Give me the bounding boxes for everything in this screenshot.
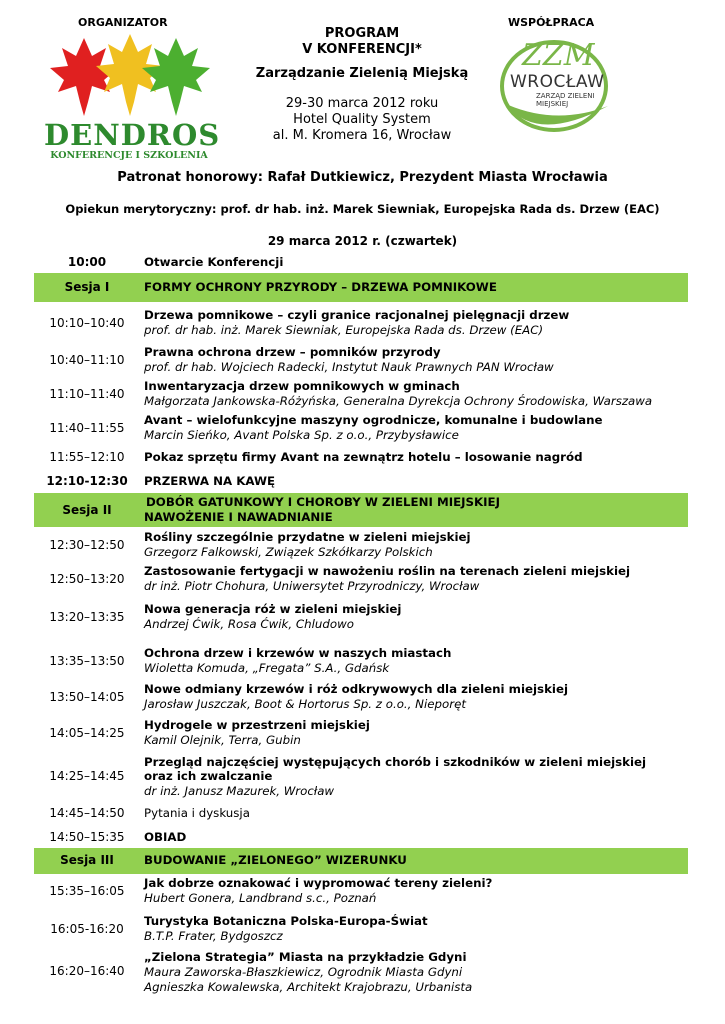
schedule-row bbox=[34, 874, 688, 908]
row-speaker: Marcin Sieńko, Avant Polska Sp. z o.o., Przybysławice bbox=[144, 428, 459, 442]
schedule-row bbox=[34, 344, 688, 378]
row-title: Ochrona drzew i krzewów w naszych miastach bbox=[144, 646, 452, 660]
row-speaker: prof. dr hab. Wojciech Radecki, Instytut Nauk Prawnych PAN Wrocław bbox=[144, 360, 554, 374]
row-title: Zastosowanie fertygacji w nawożeniu roślin na terenach zieleni miejskiej bbox=[144, 564, 631, 578]
row-time: 15:35–16:05 bbox=[49, 884, 125, 898]
dendros-wordmark: DENDROS bbox=[44, 118, 221, 152]
row-title: Nowa generacja róż w zieleni miejskiej bbox=[144, 602, 402, 616]
dendros-logo bbox=[44, 32, 221, 161]
day-heading: 29 marca 2012 r. (czwartek) bbox=[267, 234, 458, 248]
program-title bbox=[212, 26, 512, 82]
row-time: 16:20–16:40 bbox=[49, 964, 125, 978]
row-time: 10:00 bbox=[67, 255, 107, 269]
row-title-2: oraz ich zwalczanie bbox=[144, 769, 273, 783]
schedule-row bbox=[34, 680, 688, 714]
row-title: Hydrogele w przestrzeni miejskiej bbox=[144, 718, 370, 732]
maple-leaves-icon bbox=[44, 32, 214, 116]
session-title-2: NAWOŻENIE I NAWADNIANIE bbox=[144, 510, 333, 524]
row-speaker: Grzegorz Falkowski, Związek Szkółkarzy Polskich bbox=[144, 545, 433, 559]
schedule-row bbox=[34, 254, 688, 272]
session-header bbox=[34, 493, 688, 527]
row-title: OBIAD bbox=[144, 830, 187, 844]
title-line-3: Zarządzanie Zielenią Miejską bbox=[255, 66, 469, 81]
session-label: Sesja II bbox=[62, 503, 112, 517]
row-time: 14:45–14:50 bbox=[49, 806, 125, 820]
dendros-tagline: KONFERENCJE I SZKOLENIA bbox=[50, 150, 208, 161]
row-title: Pytania i dyskusja bbox=[144, 806, 250, 820]
row-title: Rośliny szczególnie przydatne w zieleni miejskiej bbox=[144, 530, 471, 544]
zzm-logo bbox=[496, 34, 620, 134]
row-speaker: prof. dr hab. inż. Marek Siewniak, Europejska Rada ds. Drzew (EAC) bbox=[144, 323, 544, 337]
schedule-row bbox=[34, 948, 688, 996]
row-speaker: Maura Zaworska-Błaszkiewicz, Ogrodnik Miasta Gdyni bbox=[144, 965, 463, 979]
row-time: 10:40–11:10 bbox=[49, 353, 125, 367]
row-speaker-2: Agnieszka Kowalewska, Architekt Krajobrazu, Urbanista bbox=[144, 980, 473, 994]
row-title: Inwentaryzacja drzew pomnikowych w gminach bbox=[144, 379, 460, 393]
row-time: 13:20–13:35 bbox=[49, 610, 125, 624]
row-title: Otwarcie Konferencji bbox=[144, 255, 284, 269]
row-title: Turystyka Botaniczna Polska-Europa-Świat bbox=[144, 914, 428, 928]
patron-line: Patronat honorowy: Rafał Dutkiewicz, Prezydent Miasta Wrocławia bbox=[117, 170, 608, 185]
row-time: 14:50–15:35 bbox=[49, 830, 125, 844]
row-time: 11:10–11:40 bbox=[49, 387, 125, 401]
schedule-row bbox=[34, 912, 688, 946]
row-time: 13:35–13:50 bbox=[49, 654, 125, 668]
organizer-label: ORGANIZATOR bbox=[78, 16, 168, 29]
session-title: FORMY OCHRONY PRZYRODY – DRZEWA POMNIKOWE bbox=[144, 280, 497, 294]
row-title: Pokaz sprzętu firmy Avant na zewnątrz hotelu – losowanie nagród bbox=[144, 450, 583, 464]
row-speaker: Jarosław Juszczak, Boot & Hortorus Sp. z o.o., Nieporęt bbox=[144, 697, 466, 711]
schedule-row bbox=[34, 528, 688, 562]
zzm-tagline: ZARZĄD ZIELENI MIEJSKIEJ bbox=[536, 92, 595, 108]
session-header bbox=[34, 848, 688, 874]
row-time: 11:55–12:10 bbox=[49, 450, 125, 464]
row-time: 12:30–12:50 bbox=[49, 538, 125, 552]
row-speaker: Małgorzata Jankowska-Różyńska, Generalna Dyrekcja Ochrony Środowiska, Warszawa bbox=[144, 394, 653, 408]
row-time: 13:50–14:05 bbox=[49, 690, 125, 704]
row-title: Nowe odmiany krzewów i róż odkrywowych dla zieleni miejskiej bbox=[144, 682, 568, 696]
title-line-2: V KONFERENCJI* bbox=[302, 42, 422, 57]
schedule-row bbox=[34, 804, 688, 824]
schedule-row bbox=[34, 472, 688, 492]
session-label: Sesja I bbox=[64, 280, 110, 294]
schedule-row bbox=[34, 600, 688, 634]
row-speaker: dr inż. Piotr Chohura, Uniwersytet Przyrodniczy, Wrocław bbox=[144, 579, 480, 593]
row-time: 10:10–10:40 bbox=[49, 316, 125, 330]
row-title: PRZERWA NA KAWĘ bbox=[144, 474, 276, 488]
schedule-row bbox=[34, 306, 688, 342]
row-speaker: dr inż. Janusz Mazurek, Wrocław bbox=[144, 784, 335, 798]
row-time: 14:05–14:25 bbox=[49, 726, 125, 740]
title-line-1: PROGRAM bbox=[324, 26, 400, 41]
row-speaker: Kamil Olejnik, Terra, Gubin bbox=[144, 733, 301, 747]
row-title: „Zielona Strategia” Miasta na przykładzie Gdyni bbox=[144, 950, 467, 964]
schedule-row bbox=[34, 644, 688, 678]
schedule-row bbox=[34, 448, 688, 468]
zzm-city: WROCŁAW bbox=[510, 72, 605, 92]
row-title: Drzewa pomnikowe – czyli granice racjonalnej pielęgnacji drzew bbox=[144, 308, 570, 322]
row-time: 16:05-16:20 bbox=[50, 922, 124, 936]
row-title: Przegląd najczęściej występujących chorób i szkodników w zieleni miejskiej bbox=[144, 755, 647, 769]
schedule-row bbox=[34, 828, 688, 848]
schedule-row bbox=[34, 378, 688, 412]
schedule-row bbox=[34, 412, 688, 446]
row-speaker: B.T.P. Frater, Bydgoszcz bbox=[144, 929, 283, 943]
schedule-row bbox=[34, 753, 688, 801]
row-time: 12:50–13:20 bbox=[49, 572, 125, 586]
row-time: 14:25–14:45 bbox=[49, 769, 125, 783]
cooperation-label: WSPÓŁPRACA bbox=[508, 16, 595, 29]
row-speaker: Andrzej Ćwik, Rosa Ćwik, Chludowo bbox=[144, 617, 354, 631]
event-address: al. M. Kromera 16, Wrocław bbox=[272, 128, 452, 143]
row-speaker: Wioletta Komuda, „Fregata” S.A., Gdańsk bbox=[144, 661, 390, 675]
event-date: 29-30 marca 2012 roku bbox=[285, 96, 439, 111]
event-info bbox=[212, 96, 512, 144]
zzm-mark: ZZM bbox=[522, 38, 595, 73]
session-header bbox=[34, 273, 688, 302]
row-time: 11:40–11:55 bbox=[49, 421, 125, 435]
row-speaker: Hubert Gonera, Landbrand s.c., Poznań bbox=[144, 891, 377, 905]
session-title: BUDOWANIE „ZIELONEGO” WIZERUNKU bbox=[144, 853, 407, 867]
session-label: Sesja III bbox=[60, 853, 114, 867]
opiekun-line: Opiekun merytoryczny: prof. dr hab. inż. Marek Siewniak, Europejska Rada ds. Drzew (EAC) bbox=[65, 202, 660, 216]
row-title: Prawna ochrona drzew – pomników przyrody bbox=[144, 345, 441, 359]
schedule-row bbox=[34, 716, 688, 750]
row-title: Jak dobrze oznakować i wypromować tereny zieleni? bbox=[144, 876, 493, 890]
schedule-row bbox=[34, 562, 688, 596]
row-time: 12:10-12:30 bbox=[46, 474, 128, 488]
event-venue: Hotel Quality System bbox=[293, 112, 431, 127]
row-title: Avant – wielofunkcyjne maszyny ogrodnicze, komunalne i budowlane bbox=[144, 413, 603, 427]
session-title: DOBÓR GATUNKOWY I CHOROBY W ZIELENI MIEJSKIEJ bbox=[146, 495, 501, 509]
